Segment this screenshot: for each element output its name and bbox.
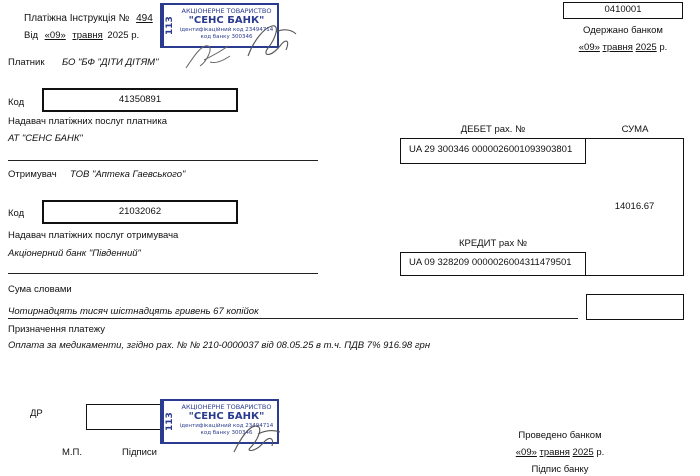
received-year: 2025 xyxy=(635,42,657,53)
processed-year-suffix: р. xyxy=(596,447,605,458)
stamp-line4: код банку 300346 xyxy=(200,34,253,40)
recipient-label: Отримувач xyxy=(8,169,57,180)
stamp-bottom-line3: ідентифікаційний код 23494714 xyxy=(179,423,274,429)
processed-year: 2025 xyxy=(572,447,594,458)
stamp-bottom-side-number: 113 xyxy=(162,401,176,442)
amount-words: Чотирнадцять тисяч шістнадцять гривень 67 копійок xyxy=(8,306,259,317)
recipient-code-label: Код xyxy=(8,208,25,219)
debit-account-box xyxy=(400,138,586,164)
bank-signature-label: Підпис банку xyxy=(531,464,589,475)
recipient-code: 21032062 xyxy=(118,206,162,217)
payer-code-box xyxy=(42,88,238,112)
received-month: травня xyxy=(602,42,633,53)
recipient-name: ТОВ "Аптека Гаевського" xyxy=(70,169,186,180)
signature-payer-icon xyxy=(180,38,235,73)
stamp-bottom-line2: "СЕНС БАНК" xyxy=(188,411,265,422)
bank-code-box xyxy=(563,2,683,19)
stamp-bottom-line1: АКЦІОНЕРНЕ ТОВАРИСТВО xyxy=(181,403,272,411)
doc-number: 494 xyxy=(136,13,153,24)
bank-code: 0410001 xyxy=(604,4,642,15)
credit-account: UA 09 328209 0000026004311479501 xyxy=(409,257,572,268)
received-label: Одержано банком xyxy=(583,25,663,36)
processed-label: Проведено банком xyxy=(518,430,602,441)
credit-label: КРЕДИТ рах № xyxy=(458,238,528,249)
amount-words-label: Сума словами xyxy=(8,284,72,295)
doc-title xyxy=(24,13,153,24)
stamp-line2: "СЕНС БАНК" xyxy=(188,15,265,26)
signatures-label: Підписи xyxy=(122,447,157,458)
date-day: «09» xyxy=(44,30,66,41)
processed-date xyxy=(505,447,615,458)
purpose-label: Призначення платежу xyxy=(8,324,105,335)
recipient-provider-label: Надавач платіжних послуг отримувача xyxy=(8,230,179,241)
received-year-suffix: р. xyxy=(659,42,668,53)
signature-top-icon xyxy=(240,18,300,63)
amount-words-divider xyxy=(8,318,578,319)
processed-month: травня xyxy=(539,447,570,458)
debit-label: ДЕБЕТ рах. № xyxy=(460,124,526,135)
signature-bottom-icon xyxy=(228,418,283,458)
stamp-bottom-line4: код банку 300346 xyxy=(200,430,253,436)
received-day: «09» xyxy=(578,42,600,53)
sum-amount: 14016.67 xyxy=(614,201,655,212)
credit-account-box xyxy=(400,252,586,276)
recipient-divider xyxy=(8,273,318,274)
received-date xyxy=(563,42,683,53)
payer-provider-label: Надавач платіжних послуг платника xyxy=(8,116,167,127)
stamp-line3: ідентифікаційний код 23494714 xyxy=(179,27,274,33)
doc-title-prefix: Платіжна Інструкція № xyxy=(24,13,130,24)
doc-date xyxy=(24,30,139,41)
sum-label: СУМА xyxy=(621,124,649,135)
mp-label: М.П. xyxy=(62,447,83,458)
payer-name: БО "БФ "ДІТИ ДІТЯМ" xyxy=(62,57,159,68)
amount-words-box xyxy=(586,294,684,320)
payer-code: 41350891 xyxy=(118,94,162,105)
date-year: 2025 р. xyxy=(107,30,140,41)
sum-box xyxy=(586,138,684,276)
date-prefix: Від xyxy=(24,30,38,41)
date-month: травня xyxy=(72,30,103,41)
payer-divider xyxy=(8,160,318,161)
payer-provider: АТ "СЕНС БАНК" xyxy=(8,133,83,144)
recipient-code-box xyxy=(42,200,238,224)
debit-account: UA 29 300346 0000026001093903801 xyxy=(409,144,573,155)
processed-day: «09» xyxy=(515,447,537,458)
recipient-provider: Акціонерний банк "Південний" xyxy=(8,248,141,259)
stamp-line1: АКЦІОНЕРНЕ ТОВАРИСТВО xyxy=(181,7,272,15)
purpose-text: Оплата за медикаменти, згідно рах. № № 210-0000037 від 08.05.25 в т.ч. ПДВ 7% 916.98 грн xyxy=(8,340,431,351)
dr-label: ДР xyxy=(30,408,43,419)
stamp-side-number: 113 xyxy=(162,5,176,46)
payer-code-label: Код xyxy=(8,97,25,108)
payer-label: Платник xyxy=(8,57,45,68)
